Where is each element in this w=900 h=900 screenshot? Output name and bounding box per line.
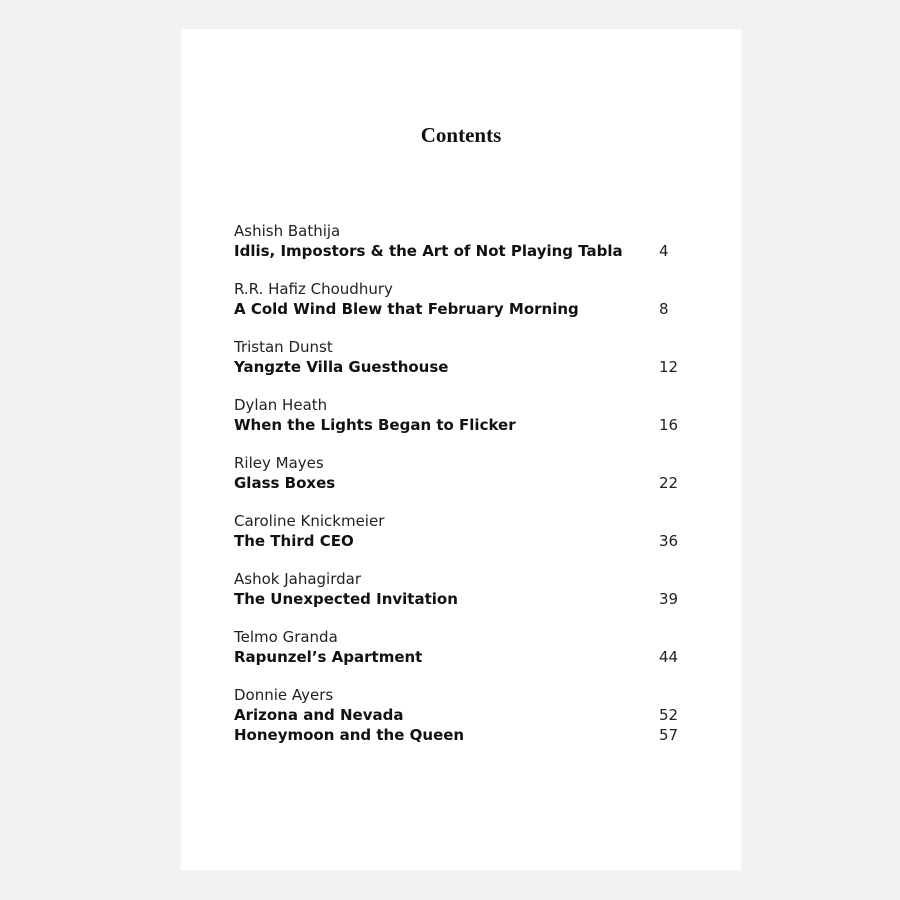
story-title: Rapunzel’s Apartment	[234, 648, 423, 666]
toc-entry	[234, 395, 689, 435]
toc-row	[234, 473, 689, 493]
entry-author: Riley Mayes	[234, 454, 324, 472]
story-title: A Cold Wind Blew that February Morning	[234, 300, 579, 318]
toc-row	[234, 299, 689, 319]
toc-entry	[234, 685, 689, 745]
entry-author: R.R. Hafiz Choudhury	[234, 280, 393, 298]
table-of-contents	[234, 221, 689, 763]
page-number: 44	[659, 648, 679, 666]
toc-entry	[234, 453, 689, 493]
entry-author: Ashish Bathija	[234, 222, 341, 240]
page-number: 22	[659, 474, 679, 492]
page-number: 52	[659, 706, 679, 724]
toc-entry	[234, 337, 689, 377]
page-number: 12	[659, 358, 679, 376]
story-title: When the Lights Began to Flicker	[234, 416, 516, 434]
entry-author: Donnie Ayers	[234, 686, 334, 704]
story-title: The Unexpected Invitation	[234, 590, 458, 608]
toc-row	[234, 705, 689, 725]
story-title: Idlis, Impostors & the Art of Not Playing Tabla	[234, 242, 623, 260]
toc-row	[234, 241, 689, 261]
toc-entry	[234, 511, 689, 551]
story-title: Glass Boxes	[234, 474, 336, 492]
page-number: 4	[659, 242, 669, 260]
entry-author: Caroline Knickmeier	[234, 512, 385, 530]
toc-row	[234, 531, 689, 551]
toc-row	[234, 357, 689, 377]
toc-entry	[234, 569, 689, 609]
page-number: 16	[659, 416, 679, 434]
toc-entry	[234, 221, 689, 261]
entry-author: Ashok Jahagirdar	[234, 570, 362, 588]
toc-row	[234, 647, 689, 667]
story-title: Arizona and Nevada	[234, 706, 404, 724]
entry-author: Telmo Granda	[234, 628, 338, 646]
document-page	[181, 29, 741, 870]
entry-author: Tristan Dunst	[234, 338, 333, 356]
entry-author: Dylan Heath	[234, 396, 328, 414]
page-title: Contents	[420, 123, 502, 147]
toc-row	[234, 415, 689, 435]
page-number: 57	[659, 726, 679, 744]
story-title: Yangzte Villa Guesthouse	[234, 358, 449, 376]
page-number: 39	[659, 590, 679, 608]
page-number: 36	[659, 532, 679, 550]
page-number: 8	[659, 300, 669, 318]
toc-row	[234, 725, 689, 745]
toc-entry	[234, 279, 689, 319]
story-title: Honeymoon and the Queen	[234, 726, 465, 744]
toc-row	[234, 589, 689, 609]
toc-entry	[234, 627, 689, 667]
story-title: The Third CEO	[234, 532, 354, 550]
